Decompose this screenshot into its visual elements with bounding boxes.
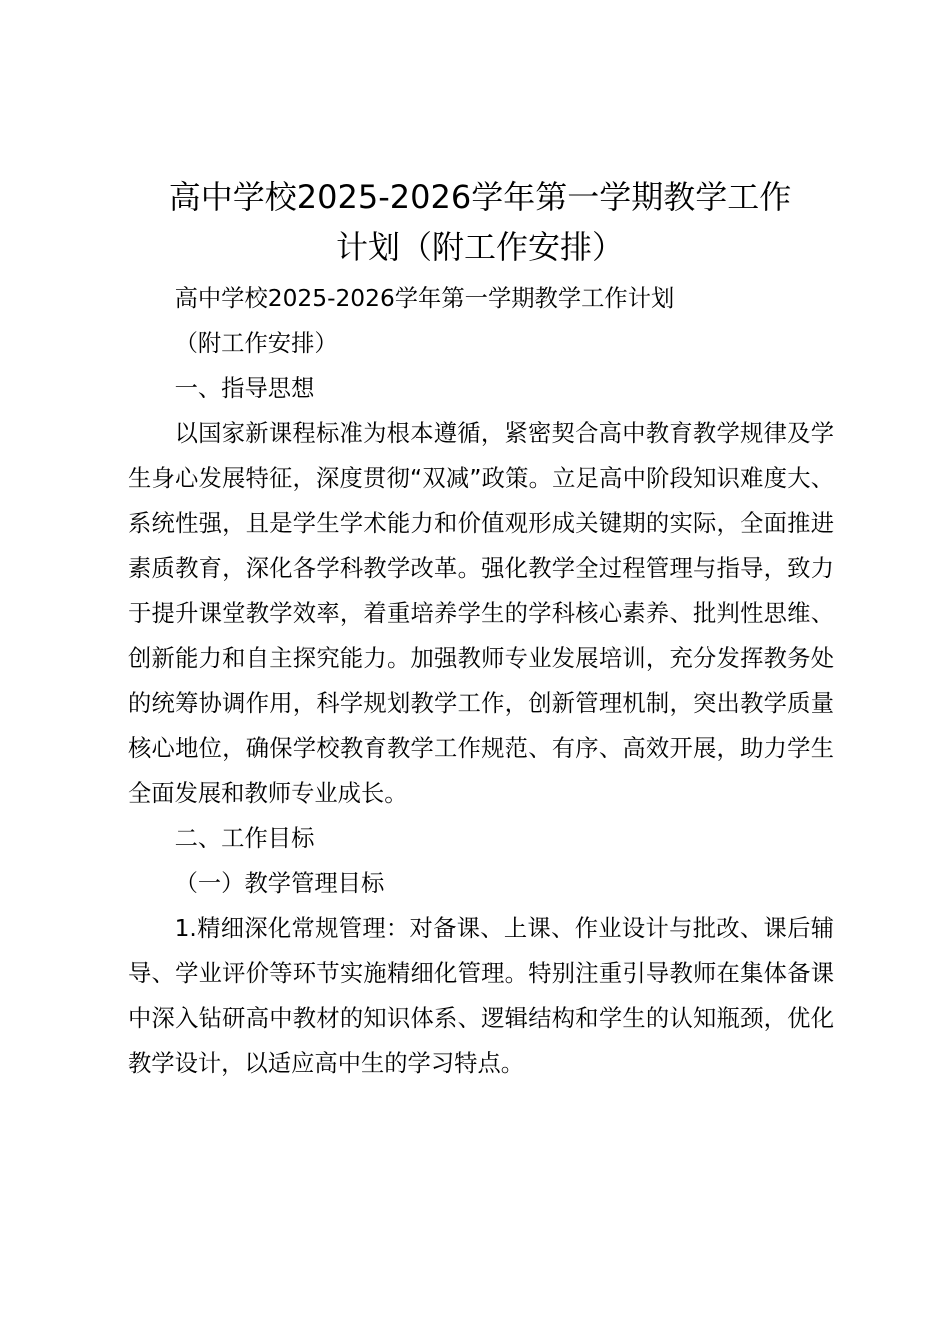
subtitle-line-2: （附工作安排）: [174, 330, 338, 357]
title-line-2: 计划（附工作安排）: [335, 228, 624, 266]
title-line-1: 高中学校2025-2026学年第一学期教学工作: [168, 178, 792, 216]
document-body: [128, 276, 834, 1086]
section-1-paragraph: 以国家新课程标准为根本遵循，紧密契合高中教育教学规律及学生身心发展特征，深度贯彻“双减”政策。立足高中阶段知识难度大、系统性强，且是学生学术能力和价值观形成关键期的实际，全面推进素质教育，深化各学科教学改革。强化教学全过程管理与指导，致力于提升课堂教学效率，着重培养学生的学科核心素养、批判性思维、创新能力和自主探究能力。加强教师专业发展培训，充分发挥教务处的统筹协调作用，科学规划教学工作，创新管理机制，突出教学质量核心地位，确保学校教育教学工作规范、有序、高效开展，助力学生全面发展和教师专业成长。: [128, 420, 834, 807]
subtitle-line-1: 高中学校2025-2026学年第一学期教学工作计划: [174, 285, 675, 312]
section-1-heading: 一、指导思想: [174, 375, 315, 402]
item-1-paragraph: 1.精细深化常规管理：对备课、上课、作业设计与批改、课后辅导、学业评价等环节实施精细化管理。特别注重引导教师在集体备课中深入钻研高中教材的知识体系、逻辑结构和学生的认知瓶颈，优化教学设计，以适应高中生的学习特点。: [128, 915, 834, 1077]
subsection-1-heading: （一）教学管理目标: [174, 870, 385, 897]
section-2-heading: 二、工作目标: [174, 825, 315, 852]
document-title: [110, 172, 850, 272]
